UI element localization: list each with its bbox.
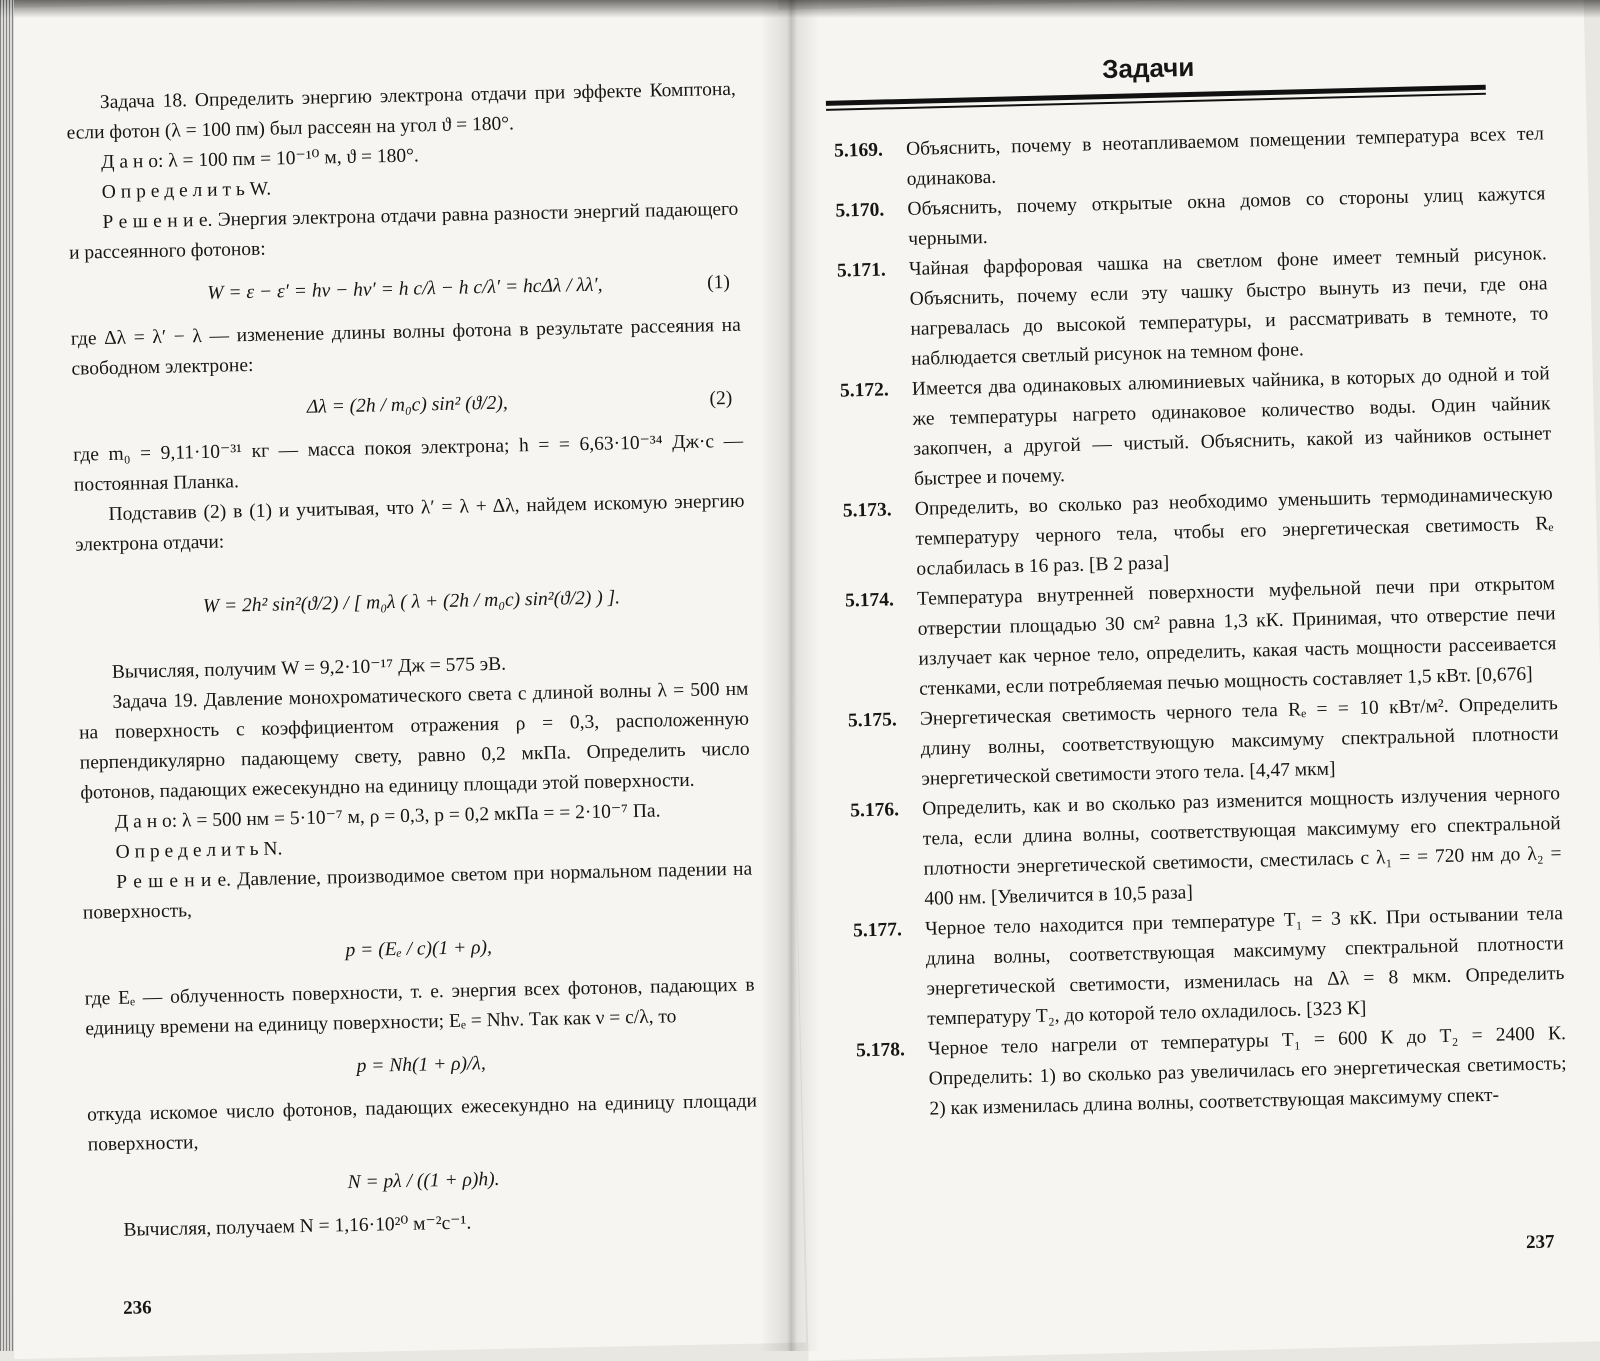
formula-3 bbox=[76, 553, 748, 653]
top-edge-shadow bbox=[0, 0, 1600, 18]
formula-2-text: Δλ = (2h / m₀c) sin² (ϑ/2), bbox=[306, 392, 509, 418]
right-page-number: 237 bbox=[1525, 1231, 1555, 1254]
problem-number: 5.172. bbox=[839, 379, 889, 402]
problem-number: 5.177. bbox=[852, 919, 903, 942]
left-text-column bbox=[66, 75, 760, 1247]
problem-text: Объяснить, почему открытые окна домов со стороны улиц кажутся черными. bbox=[907, 183, 1546, 250]
problem-5-171 bbox=[837, 239, 1550, 376]
formula-2-number: (2) bbox=[709, 387, 733, 410]
problem-5-175 bbox=[848, 689, 1560, 796]
formula-1 bbox=[70, 261, 741, 319]
section-heading: Задачи bbox=[1101, 51, 1195, 85]
formula-4 bbox=[83, 921, 754, 979]
task-18-statement: Задача 18. Определить энергию электрона отдачи при эффекте Комптона, если фотон (λ = 100 пм) был рассеян на угол ϑ = 180°. bbox=[66, 78, 737, 144]
problem-text: Чайная фарфоровая чашка на светлом фоне имеет темный рисунок. Объяснить, почему если эту чашку быстро вынуть из печи, где она нагревалась до высокой температуры, и рассматривать в темноте, то наблюдается светлый рисунок на темном фоне. bbox=[908, 243, 1549, 370]
problem-number: 5.176. bbox=[849, 799, 900, 822]
problem-number: 5.178. bbox=[855, 1039, 906, 1062]
task-19-solution-intro: Р е ш е н и е. Давление, производимое светом при нормальном падении на поверхность, bbox=[82, 858, 753, 924]
problem-number: 5.171. bbox=[836, 259, 887, 282]
page-stack-edge bbox=[0, 0, 14, 1351]
problem-text: Черное тело находится при температуре T₁ = 3 кК. При остывании тела длина волны, соответствующая максимуму спектральной плотности энергетической светимости, изменилась на Δλ = 8 мкм. Определить температуру T₂, до которой тело охладилось. [323 К] bbox=[924, 903, 1565, 1030]
formula-6 bbox=[88, 1153, 759, 1211]
formula-1-number: (1) bbox=[706, 271, 731, 294]
problem-number: 5.175. bbox=[847, 709, 898, 732]
problem-text: Имеется два одинаковых алюминиевых чайника, в которых до одной и той же температуры нагрето одинаковое количество воды. Один чайник закопчен, а другой — чистый. Объяснить, какой из чайников остынет быстрее и почему. bbox=[911, 363, 1552, 490]
problem-5-176 bbox=[850, 779, 1563, 916]
problem-5-178 bbox=[856, 1019, 1568, 1126]
problem-text: Определить, во сколько раз необходимо уменьшить термодинамическую температуру черного тела, чтобы его энергетическая светимость Rₑ ослабилась в 16 раз. [В 2 раза] bbox=[914, 483, 1554, 580]
problem-5-172 bbox=[840, 359, 1553, 496]
right-text-column bbox=[834, 119, 1568, 1126]
task-18-find: О п р е д е л и т ь W. bbox=[101, 178, 272, 204]
problem-number: 5.174. bbox=[844, 589, 895, 612]
formula-6-text: N = pλ / ((1 + ρ)h). bbox=[347, 1168, 500, 1194]
formula-1-text: W = ε − ε′ = hν − hν′ = h c/λ − h c/λ′ = hcΔλ / λλ′, bbox=[207, 274, 603, 304]
problem-5-177 bbox=[853, 899, 1566, 1036]
problem-text: Определить, как и во сколько раз изменится мощность излучения черного тела, если длина волны, соответствующая максимуму его спектральной плотности энергетической светимости, сместилась с λ₁ = = 720 нм до λ₂ = 400 нм. [Увеличится в 10,5 раза] bbox=[921, 783, 1562, 910]
formula-2 bbox=[72, 377, 743, 435]
formula-3-text: W = 2h² sin²(ϑ/2) / [ m₀λ ( λ + (2h / m₀c) sin²(ϑ/2) ) ]. bbox=[202, 587, 621, 618]
task-18-constants: где m₀ = 9,11·10⁻³¹ кг — масса покоя электрона; h = = 6,63·10⁻³⁴ Дж·с — постоянная Планка. bbox=[73, 430, 744, 496]
task-19-find: О п р е д е л и т ь N. bbox=[115, 838, 283, 863]
task-19-irradiance-text: где Eₑ — облученность поверхности, т. е. энергия всех фотонов, падающих в единицу времени на единицу поверхности; Eₑ = Nhν. Так как ν = c/λ, то bbox=[84, 974, 755, 1040]
formula-5-text: p = Nh(1 + ρ)/λ, bbox=[356, 1053, 486, 1077]
right-page bbox=[776, 0, 1600, 1361]
task-18-delta-lambda-text: где Δλ = λ′ − λ — изменение длины волны фотона в результате рассеяния на свободном электроне: bbox=[70, 314, 741, 380]
task-19-photon-count-text: откуда искомое число фотонов, падающих ежесекундно на единицу площади поверхности, bbox=[86, 1090, 758, 1156]
problem-5-174 bbox=[845, 569, 1558, 706]
task-19-result: Вычисляя, получаем N = 1,16·10²⁰ м⁻²с⁻¹. bbox=[123, 1212, 472, 1241]
problem-text: Температура внутренней поверхности муфельной печи при открытом отверстии площадью 30 см² равна 1,3 кК. Принимая, что отверстие печи излучает как черное тело, определить, какая часть мощности рассеивается стенками, если потребляемая печью мощность составляет 1,5 кВт. [0,676] bbox=[916, 573, 1557, 700]
task-18-given: Д а н о: λ = 100 пм = 10⁻¹⁰ м, ϑ = 180°. bbox=[100, 145, 419, 174]
task-18-solution-intro: Р е ш е н и е. Энергия электрона отдачи равна разности энергий падающего и рассеянного фотонов: bbox=[68, 198, 739, 264]
problem-number: 5.170. bbox=[835, 199, 885, 222]
formula-5 bbox=[86, 1037, 757, 1095]
problem-text: Энергетическая светимость черного тела Rₑ = = 10 кВт/м². Определить длину волны, соответствующую максимуму спектральной плотности энергетической светимости этого тела. [4,47 мкм] bbox=[919, 693, 1559, 790]
problem-5-173 bbox=[843, 479, 1555, 586]
problem-text: Объяснить, почему в неотапливаемом помещении температура всех тел одинакова. bbox=[905, 123, 1545, 190]
problem-text: Черное тело нагрели от температуры T₁ = 600 К до T₂ = 2400 К. Определить: 1) во сколько раз увеличилась его энергетическая светимость; 2) как изменилась длина волны, соответствующая максимуму спект- bbox=[927, 1023, 1567, 1120]
problem-number: 5.169. bbox=[833, 139, 884, 162]
formula-4-text: p = (Eₑ / c)(1 + ρ), bbox=[345, 937, 493, 962]
task-19-statement: Задача 19. Давление монохроматического света с длиной волны λ = 500 нм на поверхность с коэффициентом отражения ρ = 0,3, расположенную перпендикулярно падающему свету, равно 0,2 мкПа. Определить число фотонов, падающих ежесекундно на единицу площади этой поверхности. bbox=[78, 678, 750, 804]
task-18-result: Вычисляя, получим W = 9,2·10⁻¹⁷ Дж = 575 эВ. bbox=[111, 653, 507, 683]
left-page-number: 236 bbox=[122, 1297, 152, 1319]
problem-number: 5.173. bbox=[842, 499, 892, 522]
task-19-given: Д а н о: λ = 500 нм = 5·10⁻⁷ м, ρ = 0,3, p = 0,2 мкПа = = 2·10⁻⁷ Па. bbox=[114, 800, 661, 833]
task-18-substitution: Подставив (2) в (1) и учитывая, что λ′ = λ + Δλ, найдем искомую энергию электрона отдачи: bbox=[74, 490, 745, 556]
